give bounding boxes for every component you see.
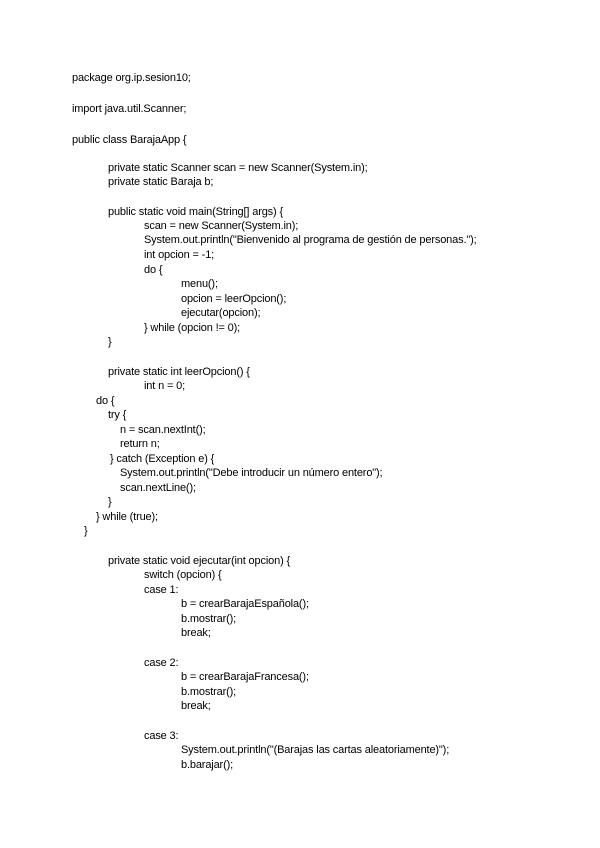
code-line: private static Baraja b; (108, 176, 214, 188)
code-line: b.barajar(); (181, 759, 233, 771)
code-line: scan = new Scanner(System.in); (144, 220, 299, 232)
code-line: } catch (Exception e) { (110, 453, 215, 465)
code-line: b.mostrar(); (181, 613, 237, 625)
code-line: case 2: (144, 657, 179, 669)
code-line: b = crearBarajaFrancesa(); (181, 671, 309, 683)
code-line: System.out.println("Debe introducir un número entero"); (120, 467, 383, 479)
code-line: case 3: (144, 730, 179, 742)
code-line: n = scan.nextInt(); (120, 424, 206, 436)
code-line: public static void main(String[] args) { (108, 206, 283, 218)
code-line: break; (181, 700, 211, 712)
code-line: scan.nextLine(); (120, 482, 196, 494)
code-line: b.mostrar(); (181, 686, 237, 698)
code-line: package org.ip.sesion10; (72, 72, 191, 84)
code-line: System.out.println("Bienvenido al programa de gestión de personas."); (144, 234, 477, 246)
code-line: } (108, 496, 112, 508)
code-line: private static int leerOpcion() { (108, 366, 250, 378)
code-line: do { (144, 264, 163, 276)
code-line: try { (108, 409, 127, 421)
code-line: ejecutar(opcion); (181, 307, 261, 319)
code-line: break; (181, 627, 211, 639)
code-line: switch (opcion) { (144, 569, 222, 581)
code-line: opcion = leerOpcion(); (181, 293, 287, 305)
code-line: private static void ejecutar(int opcion) { (108, 555, 291, 567)
code-line: } (84, 525, 88, 537)
code-line: case 1: (144, 584, 179, 596)
code-line: int n = 0; (144, 380, 186, 392)
code-line: System.out.println("(Barajas las cartas aleatoriamente)"); (181, 744, 450, 756)
code-line: import java.util.Scanner; (72, 103, 187, 115)
code-line: b = crearBarajaEspañola(); (181, 598, 309, 610)
code-line: return n; (120, 438, 160, 450)
code-line: int opcion = -1; (144, 249, 215, 261)
code-line: } while (true); (96, 511, 158, 523)
code-line: do { (96, 395, 115, 407)
code-line: public class BarajaApp { (72, 134, 187, 146)
code-line: } while (opcion != 0); (144, 322, 241, 334)
code-line: menu(); (181, 278, 218, 290)
code-line: } (108, 336, 112, 348)
code-line: private static Scanner scan = new Scanner(System.in); (108, 162, 368, 174)
